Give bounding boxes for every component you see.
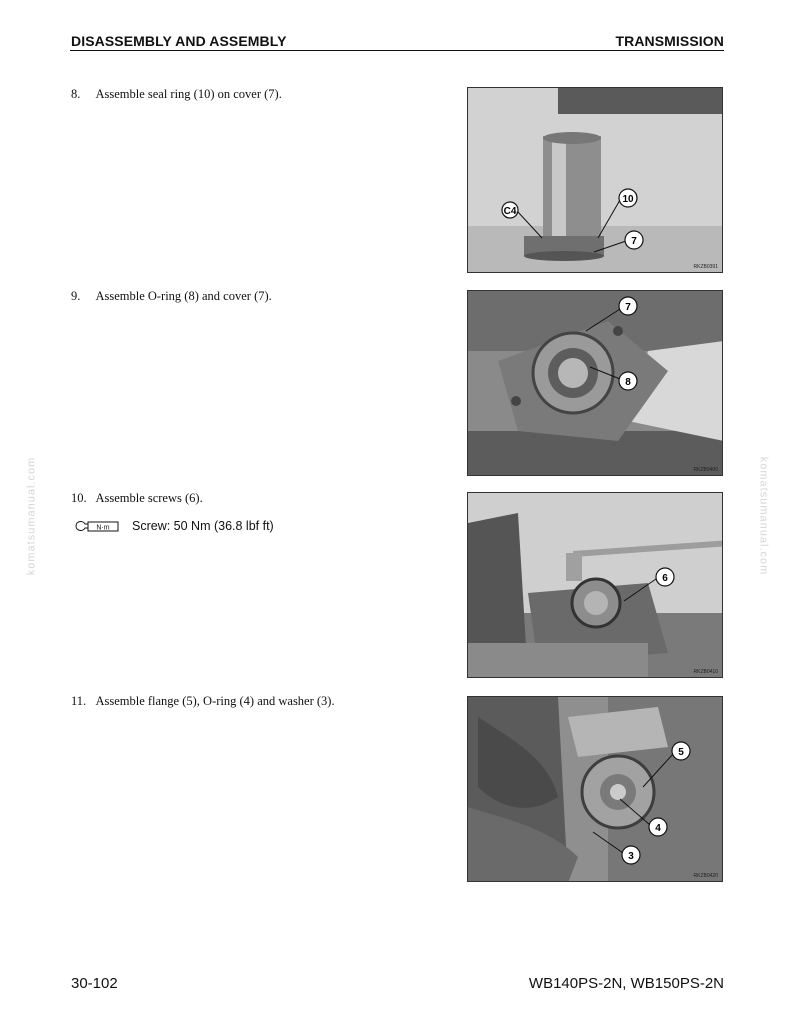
callout-7: 7: [631, 236, 637, 247]
step-9: [71, 289, 272, 304]
step-11: [71, 694, 335, 709]
step-text: Assemble O-ring (8) and cover (7).: [95, 289, 272, 303]
step-text: Assemble flange (5), O-ring (4) and washer (3).: [95, 694, 335, 708]
figure-seal-ring-photo: [467, 87, 723, 273]
footer-models: WB140PS-2N, WB150PS-2N: [528, 975, 724, 992]
callout-8: 8: [625, 377, 631, 388]
callout-5: 5: [678, 747, 684, 758]
header-section-title: DISASSEMBLY AND ASSEMBLY: [71, 33, 287, 49]
torque-spec: [74, 517, 274, 535]
step-text: Assemble seal ring (10) on cover (7).: [95, 87, 282, 101]
watermark-right: komatsumanual.com: [756, 456, 769, 576]
step-number: 10.: [71, 491, 87, 505]
callout-3: 3: [628, 851, 634, 862]
callout-6: 6: [662, 573, 668, 584]
watermark-left: komatsumanual.com: [25, 456, 38, 576]
figure-flange-photo: [467, 696, 723, 882]
step-number: 11.: [71, 694, 87, 708]
callout-4: 4: [655, 823, 661, 834]
callout-10: 10: [622, 194, 634, 205]
torque-wrench-icon: [74, 517, 120, 535]
figure-oring-cover-photo: [467, 290, 723, 476]
callout-C4: C4: [503, 206, 517, 217]
figure-code: RKZB0420: [693, 873, 718, 879]
page-number: 30-102: [71, 975, 118, 992]
header-rule: [70, 50, 724, 51]
step-8: [71, 87, 282, 102]
callout-7: 7: [625, 302, 631, 313]
figure-screws-photo: [467, 492, 723, 678]
step-number: 9.: [71, 289, 81, 303]
figure-code: RKZB0410: [693, 669, 718, 675]
step-text: Assemble screws (6).: [95, 491, 203, 505]
torque-unit-label: N·m: [96, 524, 110, 532]
figure-code: RKZB0400: [693, 467, 718, 473]
header-chapter-title: TRANSMISSION: [615, 33, 724, 49]
figure-code: RKZB0391: [693, 264, 718, 270]
step-number: 8.: [71, 87, 81, 101]
torque-text: Screw: 50 Nm (36.8 lbf ft): [132, 519, 274, 533]
step-10: [71, 491, 203, 506]
